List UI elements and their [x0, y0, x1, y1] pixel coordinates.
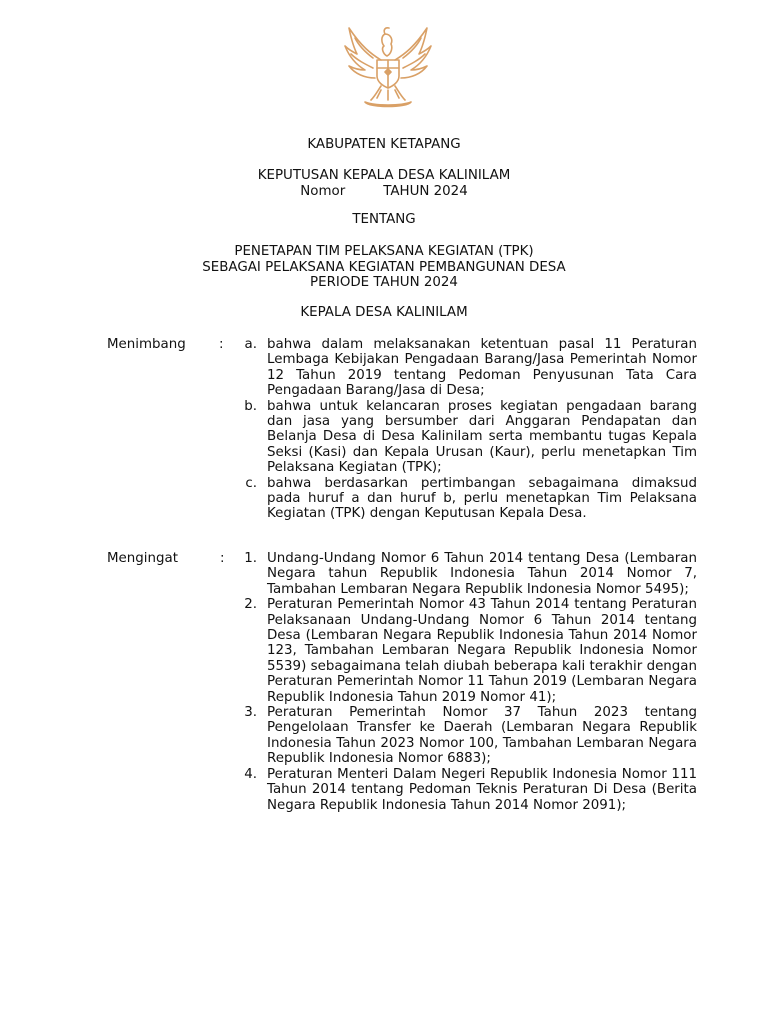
number-label: Nomor: [300, 183, 346, 199]
list-item: [229, 597, 697, 705]
item-text: Undang-Undang Nomor 6 Tahun 2014 tentang Desa (Lembaran Negara tahun Republik Indonesia Tahun 2014 Nomor 7, Tambahan Lembaran Negara Republik Indonesia Nomor 5495);: [267, 551, 697, 597]
issuer-heading: KEPALA DESA KALINILAM: [300, 305, 468, 320]
item-marker: b.: [244, 398, 257, 414]
list-item: [229, 705, 697, 767]
item-text: bahwa berdasarkan pertimbangan sebagaimana dimaksud pada huruf a dan huruf b, perlu menetapkan Tim Pelaksana Kegiatan (TPK) dengan Keputusan Kepala Desa.: [267, 475, 697, 522]
subject-line: PERIODE TAHUN 2024: [310, 275, 458, 290]
item-marker: a.: [244, 337, 257, 352]
list-item: [229, 337, 697, 399]
decree-title: KEPUTUSAN KEPALA DESA KALINILAM: [257, 168, 511, 183]
item-marker: c.: [245, 475, 257, 491]
list-item: [229, 767, 697, 813]
decree-subject: [0, 244, 768, 291]
subject-line: PENETAPAN TIM PELAKSANA KEGIATAN (TPK): [234, 244, 534, 259]
about-heading: TENTANG: [352, 212, 416, 227]
item-text: Peraturan Pemerintah Nomor 37 Tahun 2023 tentang Pengelolaan Transfer ke Daerah (Lembaran Negara Republik Indonesia Tahun 2023 Nomor 100, Tambahan Lembaran Negara Republik Indonesia Nomor 6883);: [267, 705, 697, 767]
subject-line: SEBAGAI PELAKSANA KEGIATAN PEMBANGUNAN DESA: [202, 259, 566, 275]
garuda-pancasila-emblem-icon: [341, 24, 435, 110]
item-text: bahwa untuk kelancaran proses kegiatan pengadaan barang dan jasa yang bersumber dari Anggaran Pendapatan dan Belanja Desa di Desa Kalinilam serta membantu tugas Kepala Seksi (Kasi) dan Kepala Urusan (Kaur), perlu menetapkan Tim Pelaksana Kegiatan (TPK);: [267, 398, 697, 476]
year-label: TAHUN 2024: [383, 183, 468, 199]
item-marker: 1.: [244, 551, 257, 566]
menimbang-label: Menimbang: [107, 337, 186, 352]
item-marker: 4.: [244, 766, 257, 782]
menimbang-colon: :: [219, 337, 224, 352]
mengingat-label: Mengingat: [107, 551, 178, 566]
mengingat-list: [229, 551, 697, 813]
decree-heading: [0, 168, 768, 199]
item-marker: 2.: [244, 597, 257, 613]
menimbang-list: [229, 337, 697, 522]
item-text: Peraturan Menteri Dalam Negeri Republik Indonesia Nomor 111 Tahun 2014 tentang Pedoman Teknis Peraturan Di Desa (Berita Negara Republik Indonesia Tahun 2014 Nomor 2091);: [267, 766, 697, 813]
mengingat-colon: :: [220, 551, 225, 566]
list-item: [229, 476, 697, 522]
item-marker: 3.: [244, 705, 257, 721]
item-text: bahwa dalam melaksanakan ketentuan pasal 11 Peraturan Lembaga Kebijakan Pengadaan Barang/Jasa Pemerintah Nomor 12 Tahun 2019 tentang Pedoman Penyusunan Tata Cara Pengadaan Barang/Jasa di Desa;: [267, 337, 697, 399]
decree-number-line: [0, 184, 768, 200]
list-item: [229, 399, 697, 476]
list-item: [229, 551, 697, 597]
item-text: Peraturan Pemerintah Nomor 43 Tahun 2014 tentang Peraturan Pelaksanaan Undang-Undang Nomor 6 Tahun 2014 tentang Desa (Lembaran Negara Republik Indonesia Tahun 2014 Nomor 123, Tambahan Lembaran Negara Republik Indonesia Nomor 5539) sebagaimana telah diubah beberapa kali terakhir dengan Peraturan Pemerintah Nomor 11 Tahun 2019 (Lembaran Negara Republik Indonesia Tahun 2019 Nomor 41);: [267, 597, 697, 705]
regency-title: KABUPATEN KETAPANG: [307, 137, 461, 152]
